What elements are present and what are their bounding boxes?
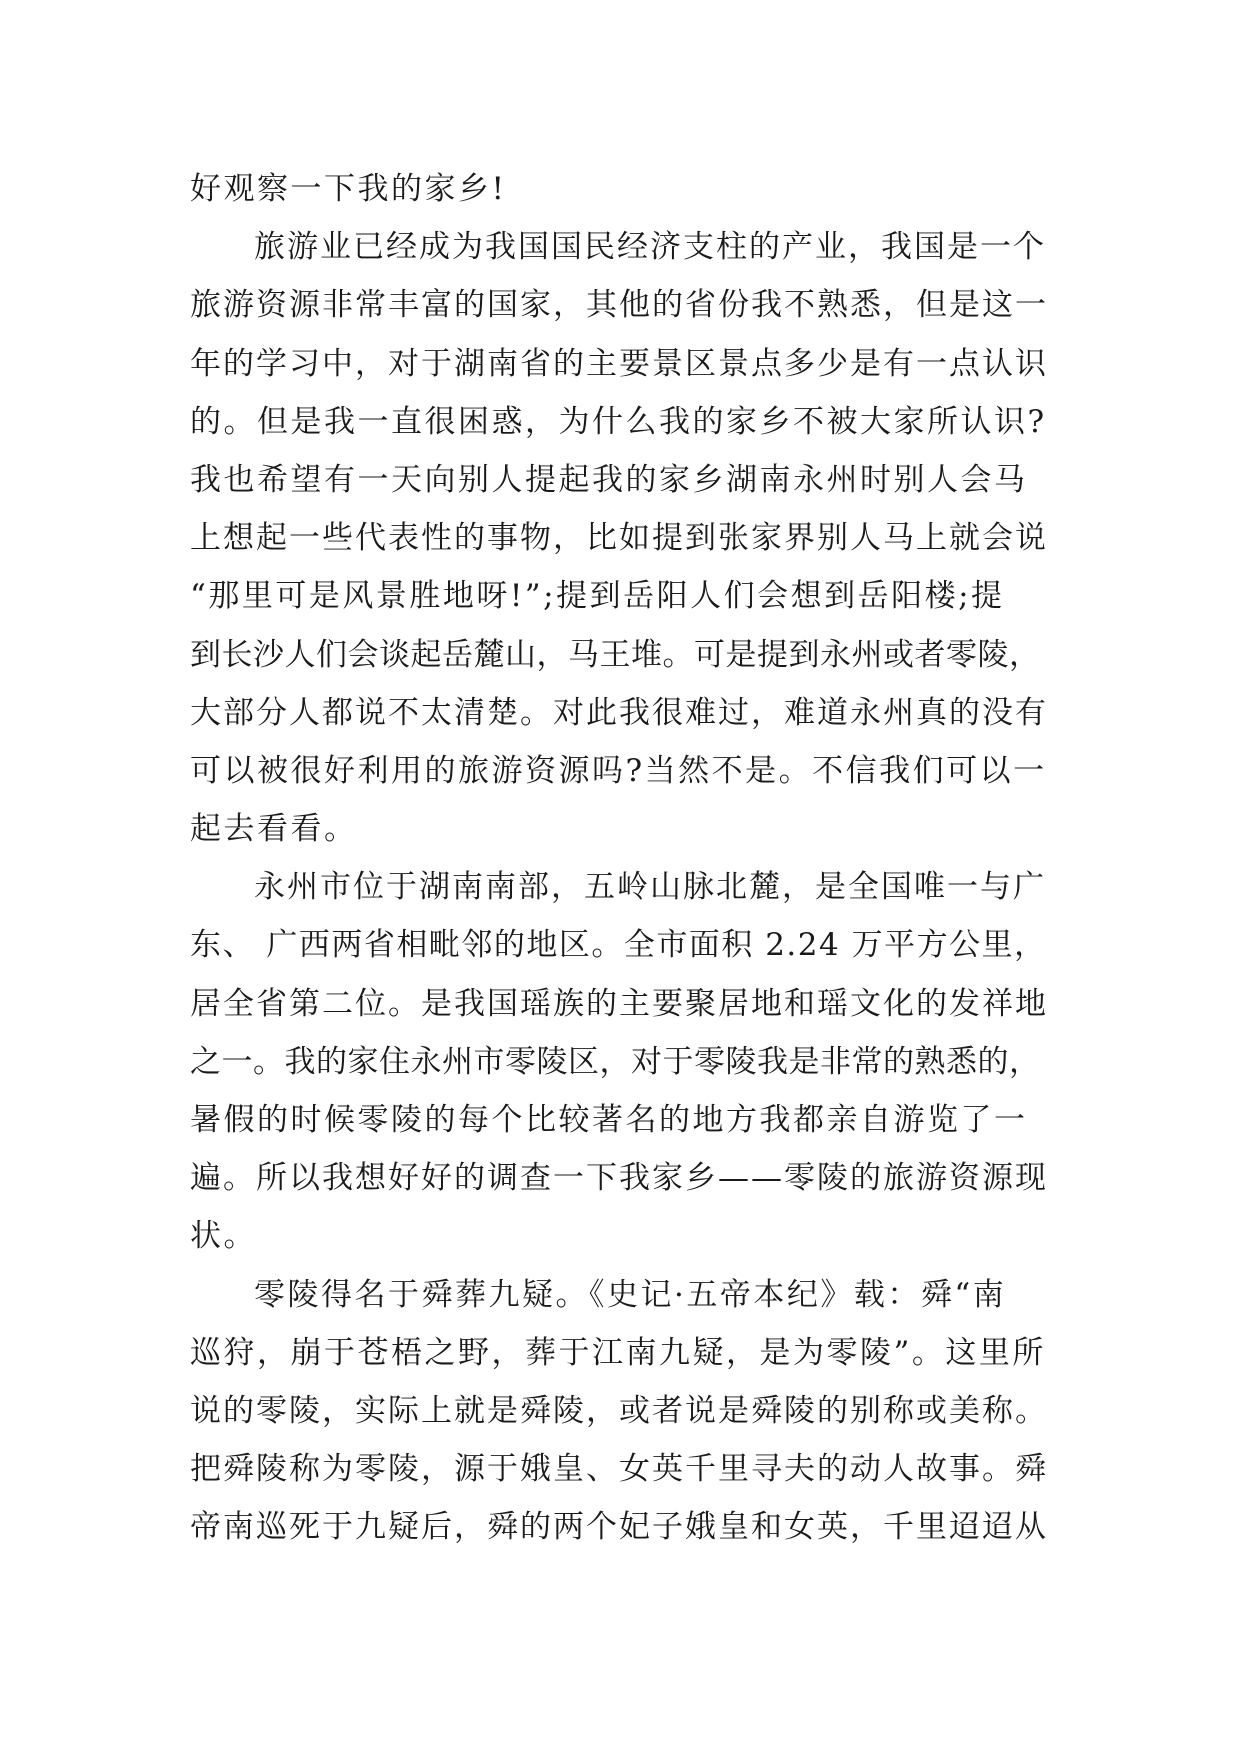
text-line: 上想起一些代表性的事物，比如提到张家界别人马上就会说 [190,520,1048,557]
text-line: 东、 广西两省相毗邻的地区。全市面积 2.24 万平方公里， [190,927,1047,964]
text-line: 的。但是我一直很困惑，为什么我的家乡不被大家所认识? [190,403,1047,440]
paragraph-first-line: 永州市位于湖南南部，五岭山脉北麓，是全国唯一与广 [254,869,1046,906]
document-body [190,160,1050,1557]
paragraph-first-line: 零陵得名于舜葬九疑。《史记·五帝本纪》载：舜“南 [254,1276,1007,1313]
text-line: 说的零陵，实际上就是舜陵，或者说是舜陵的别称或美称。 [190,1392,1048,1429]
text-line: 状。 [190,1218,257,1255]
text-line: 大部分人都说不太清楚。对此我很难过，难道永州真的没有 [190,694,1048,731]
text-line: 巡狩，崩于苍梧之野，葬于江南九疑，是为零陵”。这里所 [190,1334,1046,1371]
text-line: 到长沙人们会谈起岳麓山，马王堆。可是提到永州或者零陵， [190,636,1041,673]
text-line: 居全省第二位。是我国瑶族的主要聚居地和瑶文化的发祥地 [190,985,1048,1022]
text-line: 暑假的时候零陵的每个比较著名的地方我都亲自游览了一 [190,1102,1028,1138]
paragraph-first-line: 旅游业已经成为我国国民经济支柱的产业，我国是一个 [254,229,1046,266]
text-line: 之一。我的家住永州市零陵区，对于零陵我是非常的熟悉的， [190,1043,1041,1080]
text-line: 把舜陵称为零陵，源于娥皇、女英千里寻夫的动人故事。舜 [190,1451,1048,1488]
text-line: 起去看看。 [190,811,358,848]
text-line: 可以被很好利用的旅游资源吗?当然不是。不信我们可以一 [190,752,1047,789]
text-line: 好观察一下我的家乡! [190,171,507,207]
text-line: “那里可是风景胜地呀!”;提到岳阳人们会想到岳阳楼;提 [190,578,1005,615]
text-line: 年的学习中，对于湖南省的主要景区景点多少是有一点认识 [190,345,1048,382]
text-line: 帝南巡死于九疑后，舜的两个妃子娥皇和女英，千里迢迢从 [190,1509,1048,1546]
text-line: 旅游资源非常丰富的国家，其他的省份我不熟悉，但是这一 [190,287,1048,324]
text-line: 我也希望有一天向别人提起我的家乡湖南永州时别人会马 [190,461,1028,498]
text-line: 遍。所以我想好好的调查一下我家乡——零陵的旅游资源现 [190,1160,1048,1197]
